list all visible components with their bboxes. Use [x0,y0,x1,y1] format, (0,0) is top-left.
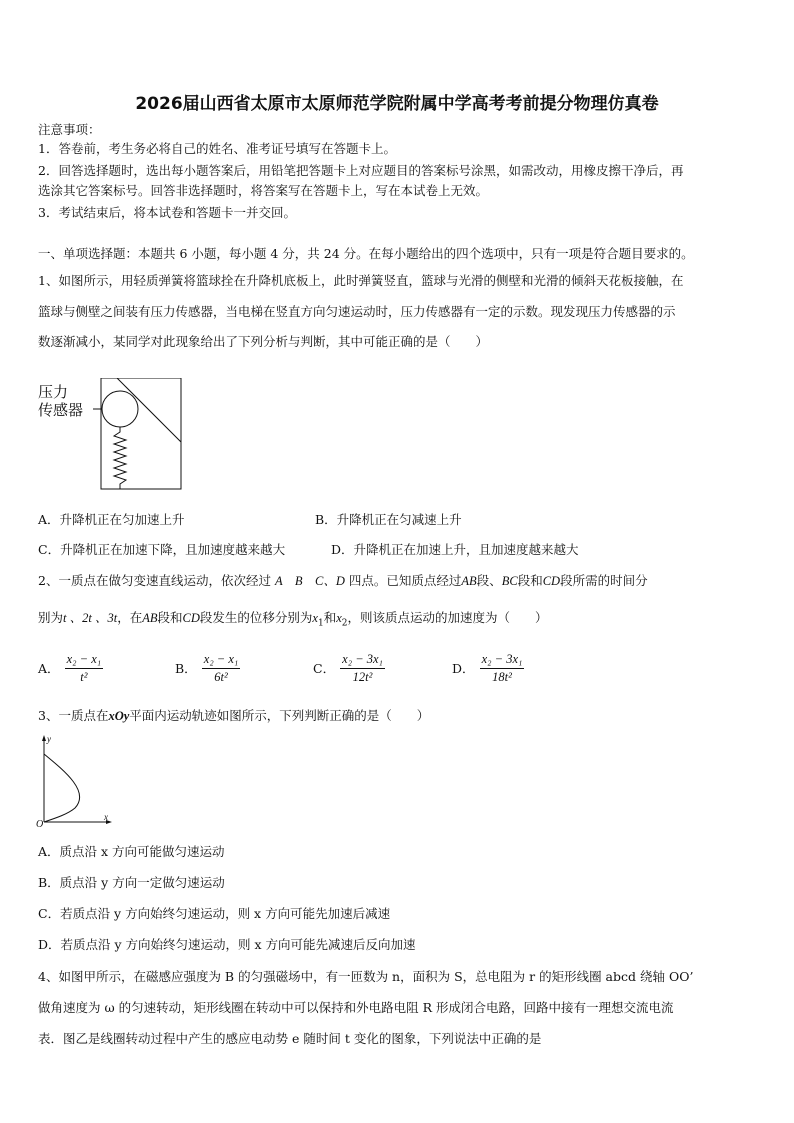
q2-x2: x [336,611,342,625]
q1-stem-line-1: 1、如图所示，用轻质弹簧将篮球拴在升降机底板上，此时弹簧竖直，篮球与光滑的侧壁和光滑的倾斜天花板接触，在 [38,273,684,288]
q3-plane: xOy [108,709,130,723]
q1-option-c: C．升降机正在加速下降，且加速度越来越大 [38,542,286,557]
q2-x1-sub: 1 [317,618,324,629]
q1-figure [38,378,198,493]
axis-y-label: y [47,734,51,744]
denominator: t² [80,670,88,684]
q2-segment-ab: AB [142,611,158,625]
q3-option-c: C．若质点沿 y 方向始终匀速运动，则 x 方向可能先加速后减速 [38,906,391,921]
q2-stem-line-1 [38,572,648,590]
q4-stem-line-2: 做角速度为 ω 的匀速转动，矩形线圈在转动中可以保持和外电路电阻 R 形成闭合电路，回路中接有一理想交流电流 [38,1000,674,1015]
q2-text: 和 [323,610,337,625]
q3-option-a: A．质点沿 x 方向可能做匀速运动 [38,844,225,859]
origin-label: O [36,819,44,830]
q3-stem [38,707,429,725]
figure-label-pressure: 压力 [38,383,69,401]
q2-text: 段、 [476,573,502,588]
q2-option-d [452,652,524,685]
q2-points: A B C、D [274,574,345,588]
fraction [480,652,525,685]
q2-option-c [313,652,385,685]
q4-stem-line-1: 4、如图甲所示，在磁感应强度为 B 的匀强磁场中，有一匝数为 n，面积为 S，总电阻为 r 的矩形线圈 abcd 绕轴 OO’ [38,969,694,984]
page-title: 2026届山西省太原市太原师范学院附属中学高考考前提分物理仿真卷 [135,94,659,114]
option-label: B． [175,661,197,676]
q2-segment-ab: AB [461,574,477,588]
q3-option-d: D．若质点沿 y 方向始终匀速运动，则 x 方向可能先减速后反向加速 [38,937,416,952]
option-label: A． [38,661,60,676]
q2-text: 段和 [157,610,183,625]
numerator: x₂ − x₁ [65,652,103,669]
q3-text: 3、一质点在 [38,708,109,723]
numerator: x₂ − 3x₁ [480,652,525,669]
q1-stem-line-2: 篮球与侧壁之间装有压力传感器，当电梯在竖直方向匀速运动时，压力传感器有一定的示数。现发现压力传感器的示 [38,304,676,319]
numerator: x₂ − x₁ [202,652,240,669]
q1-option-d: D．升降机正在加速上升，且加速度越来越大 [331,542,579,557]
fraction [202,652,240,685]
figure-label-sensor: 传感器 [38,401,84,419]
notice-item-1: 1．答卷前，考生务必将自己的姓名、准考证号填写在答题卡上。 [38,141,396,156]
denominator: 6t² [214,670,228,684]
q2-x1: x [312,611,318,625]
q3-graph [30,732,120,832]
q3-text: 平面内运动轨迹如图所示，下列判断正确的是（ ） [129,708,430,723]
elevator-diagram [38,378,198,493]
q2-segment-cd: CD [542,574,561,588]
option-label: D． [452,661,475,676]
q2-text: 2、一质点在做匀变速直线运动，依次经过 [38,573,271,588]
fraction [65,652,103,685]
q2-segment-bc: BC [501,574,518,588]
notice-heading: 注意事项： [38,122,101,137]
q2-text: 段和 [517,573,543,588]
notice-item-2: 2．回答选择题时，选出每小题答案后，用铅笔把答题卡上对应题目的答案标号涂黑，如需改动，用橡皮擦干净后，再 [38,163,684,178]
q1-stem-line-3: 数逐渐减小，某同学对此现象给出了下列分析与判断，其中可能正确的是（ ） [38,334,489,349]
q4-stem-line-3: 表．图乙是线圈转动过程中产生的感应电动势 e 随时间 t 变化的图象，下列说法中正确的是 [38,1031,542,1046]
q2-x2-sub: 2 [341,618,348,629]
fraction [340,652,385,685]
denominator: 12t² [352,670,373,684]
axis-x-label: x [104,812,108,822]
option-label: C． [313,661,336,676]
section-heading: 一、单项选择题：本题共 6 小题，每小题 4 分，共 24 分。在每小题给出的四个选项中，只有一项是符合题目要求的。 [38,246,694,261]
q2-option-a [38,652,103,685]
q2-text: ，在 [117,610,143,625]
q2-segment-cd: CD [182,611,200,625]
q3-option-b: B．质点沿 y 方向一定做匀速运动 [38,875,225,890]
q2-text: 四点。已知质点经过 [348,573,462,588]
q2-option-b [175,652,240,685]
q1-option-a: A．升降机正在匀加速上升 [38,512,185,527]
notice-item-2-cont: 选涂其它答案标号。回答非选择题时，将答案写在答题卡上，写在本试卷上无效。 [38,183,489,198]
q2-text: 别为 [38,610,64,625]
denominator: 18t² [492,670,512,684]
q2-times: t 、2t 、3t [63,611,118,625]
q2-text: 段发生的位移分别为 [199,610,313,625]
q1-option-b: B．升降机正在匀减速上升 [315,512,462,527]
q2-stem-line-2 [38,609,548,633]
q2-text: ，则该质点运动的加速度为（ ） [347,610,548,625]
q2-text: 段所需的时间分 [560,573,648,588]
numerator: x₂ − 3x₁ [340,652,385,669]
notice-item-3: 3．考试结束后，将本试卷和答题卡一并交回。 [38,205,296,220]
